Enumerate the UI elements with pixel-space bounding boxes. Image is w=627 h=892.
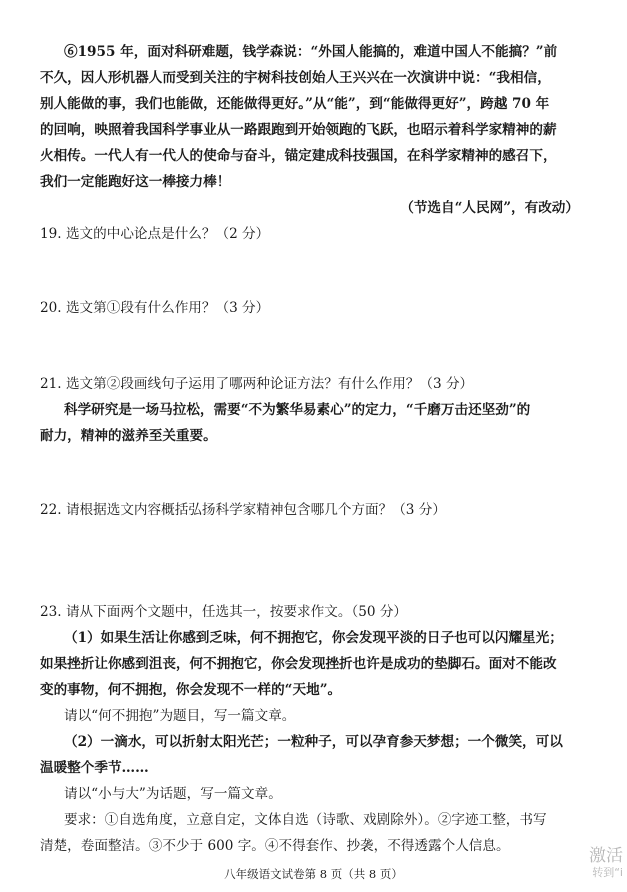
para6-line-4: 的回响，映照着我国科学事业从一路跟跑到开始领跑的飞跃，也昭示着科学家精神的薪 — [40, 122, 557, 138]
question-21: 21. 选文第②段画线句子运用了哪两种论证方法？有什么作用？（3 分） — [40, 376, 474, 392]
activation-watermark — [567, 846, 623, 880]
question-20: 20. 选文第①段有什么作用？（3 分） — [40, 300, 270, 316]
question-22: 22. 请根据选文内容概括弘扬科学家精神包含哪几个方面？（3 分） — [40, 502, 446, 518]
question-19: 19. 选文的中心论点是什么？（2 分） — [40, 226, 270, 242]
essay-requirements-line-2: 清楚，卷面整洁。③不少于 600 字。④不得套作、抄袭，不得透露个人信息。 — [40, 838, 510, 854]
watermark-line-2: 转到“i — [592, 866, 623, 879]
para6-line-2: 不久，因人形机器人而受到关注的宇树科技创始人王兴兴在一次演讲中说：“我相信， — [40, 70, 551, 86]
question-21-quote-line-2: 耐力，精神的滋养至关重要。 — [40, 428, 217, 444]
essay-requirements-line-1: 要求：①自选角度，立意自定，文体自选（诗歌、戏剧除外）。②字迹工整，书写 — [64, 812, 547, 828]
essay-topic1-line-2: 如果挫折让你感到沮丧，何不拥抱它，你会发现挫折也许是成功的垫脚石。面对不能改 — [40, 656, 557, 672]
para6-line-5: 火相传。一代人有一代人的使命与奋斗，锚定建成科技强国，在科学家精神的感召下， — [40, 148, 557, 164]
para6-line-1: ⑥1955 年，面对科研难题，钱学森说：“外国人能搞的，难道中国人不能搞？”前 — [64, 44, 558, 60]
essay-topic1-line-1: （1）如果生活让你感到乏味，何不拥抱它，你会发现平淡的日子也可以闪耀星光； — [64, 630, 563, 646]
question-23: 23. 请从下面两个文题中，任选其一，按要求作文。（50 分） — [40, 604, 408, 620]
source-note: （节选自“人民网”，有改动） — [400, 200, 579, 216]
essay-topic2-instruction: 请以“小与大”为话题，写一篇文章。 — [64, 786, 282, 802]
para6-line-3: 别人能做的事，我们也能做，还能做得更好。”从“能”，到“能做得更好”，跨越 70 年 — [40, 96, 550, 112]
question-21-quote-line-1: 科学研究是一场马拉松，需要“不为繁华易素心”的定力，“千磨万击还坚劲”的 — [64, 402, 531, 418]
page-footer: 八年级语文试卷第 8 页（共 8 页） — [224, 867, 403, 881]
essay-topic2-line-2: 温暖整个季节…… — [40, 760, 149, 776]
essay-topic1-line-3: 变的事物，何不拥抱，你会发现不一样的“天地”。 — [40, 682, 342, 698]
essay-topic1-instruction: 请以“何不拥抱”为题目，写一篇文章。 — [64, 708, 296, 724]
para6-line-6: 我们一定能跑好这一棒接力棒！ — [40, 174, 231, 190]
essay-topic2-line-1: （2）一滴水，可以折射太阳光芒；一粒种子，可以孕育参天梦想；一个微笑，可以 — [64, 734, 563, 750]
watermark-line-1: 激活 — [589, 846, 623, 866]
